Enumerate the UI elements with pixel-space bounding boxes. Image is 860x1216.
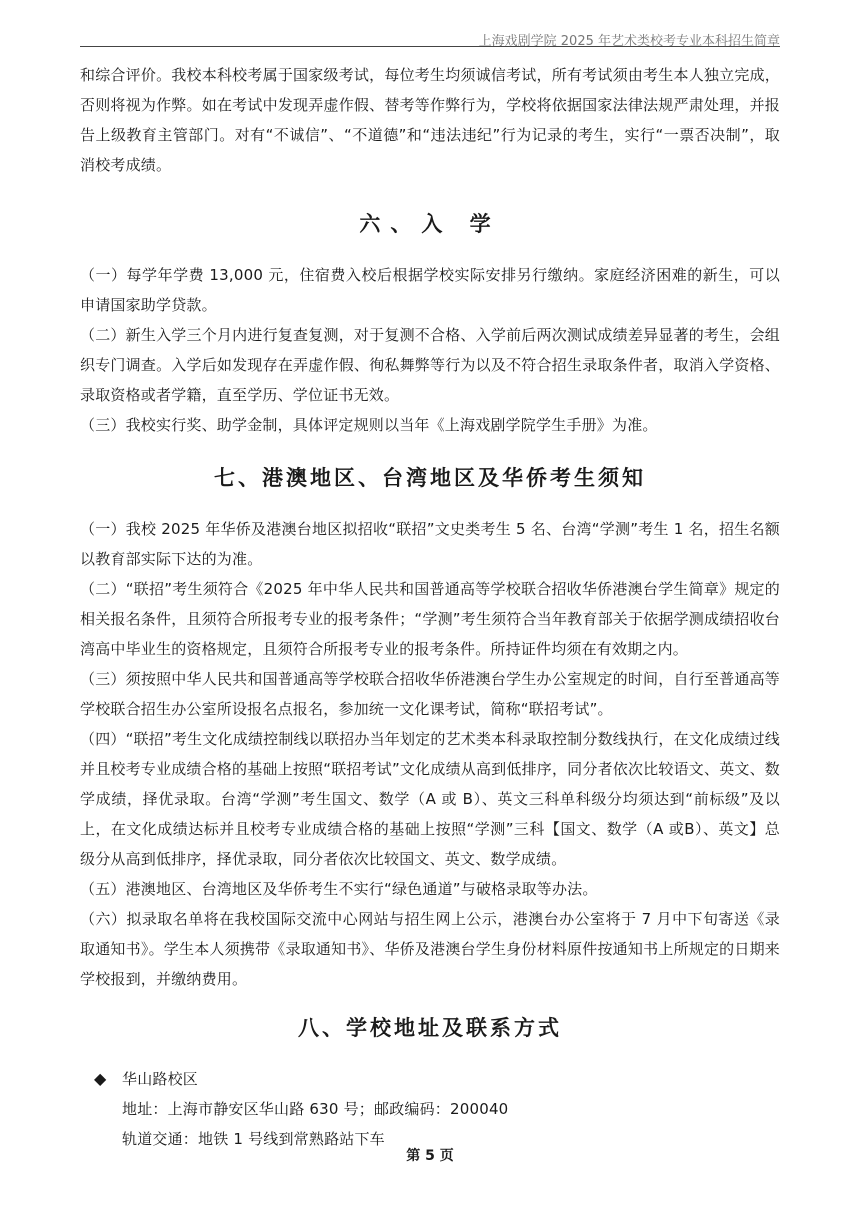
hmt-item-2: （二）“联招”考生须符合《2025 年中华人民共和国普通高等学校联合招收华侨港澳台学生简章》规定的相关报名条件，且须符合所报考专业的报考条件；“学测”考生须符合当年教育部关于依据学测成绩招收台湾高中毕业生的资格规定，且须符合所报考专业的报考条件。所持证件均须在有效期之内。 — [80, 580, 780, 658]
section-title-contact: 八、学校地址及联系方式 — [298, 1015, 562, 1040]
enrollment-item-1: （一）每学年学费 13,000 元，住宿费入校后根据学校实际安排另行缴纳。家庭经济困难的新生，可以申请国家助学贷款。 — [80, 266, 780, 314]
campus-transit: 轨道交通：地铁 1 号线到常熟路站下车 — [122, 1130, 385, 1148]
campus-block — [80, 1064, 780, 1154]
diamond-bullet-icon: ◆ — [94, 1069, 107, 1088]
hmt-item-1: （一）我校 2025 年华侨及港澳台地区拟招收“联招”文史类考生 5 名、台湾“学测”考生 1 名，招生名额以教育部实际下达的为准。 — [80, 520, 780, 568]
section-title-hmt-applicants: 七、港澳地区、台湾地区及华侨考生须知 — [214, 465, 646, 490]
hmt-item-5: （五）港澳地区、台湾地区及华侨考生不实行“绿色通道”与破格录取等办法。 — [80, 880, 598, 898]
enrollment-item-2: （二）新生入学三个月内进行复查复测，对于复测不合格、入学前后两次测试成绩差异显著的考生，会组织专门调查。入学后如发现存在弄虚作假、徇私舞弊等行为以及不符合招生录取条件者，取消入学资格、录取资格或者学籍，直至学历、学位证书无效。 — [80, 326, 780, 404]
hmt-item-3: （三）须按照中华人民共和国普通高等学校联合招收华侨港澳台学生办公室规定的时间，自行至普通高等学校联合招生办公室所设报名点报名，参加统一文化课考试，简称“联招考试”。 — [80, 670, 780, 718]
page-header — [80, 0, 780, 47]
page-number: 第 5 页 — [406, 1148, 454, 1164]
intro-paragraph: 和综合评价。我校本科校考属于国家级考试，每位考生均须诚信考试，所有考试须由考生本人独立完成，否则将视为作弊。如在考试中发现弄虚作假、替考等作弊行为，学校将依据国家法律法规严肃处理，并报告上级教育主管部门。对有“不诚信”、“不道德”和“违法违纪”行为记录的考生，实行“一票否决制”，取消校考成绩。 — [80, 66, 780, 174]
campus-name: 华山路校区 — [122, 1070, 199, 1088]
campus-address: 地址：上海市静安区华山路 630 号；邮政编码：200040 — [122, 1100, 509, 1118]
hmt-item-6: （六）拟录取名单将在我校国际交流中心网站与招生网上公示，港澳台办公室将于 7 月中下旬寄送《录取通知书》。学生本人须携带《录取通知书》、华侨及港澳台学生身份材料原件按通知书上所规定的日期来学校报到，并缴纳费用。 — [80, 910, 780, 988]
header-text: 上海戏剧学院 2025 年艺术类校考专业本科招生简章 — [478, 34, 780, 49]
enrollment-item-3: （三）我校实行奖、助学金制，具体评定规则以当年《上海戏剧学院学生手册》为准。 — [80, 416, 658, 434]
section-title-enrollment: 六、入 学 — [359, 211, 501, 236]
page-content — [80, 60, 780, 1154]
hmt-item-4: （四）“联招”考生文化成绩控制线以联招办当年划定的艺术类本科录取控制分数线执行，在文化成绩过线并且校考专业成绩合格的基础上按照“联招考试”文化成绩从高到低排序，同分者依次比较语文、英文、数学成绩，择优录取。台湾“学测”考生国文、数学（A 或 B）、英文三科单科级分均须达到“前标级”及以上，在文化成绩达标并且校考专业成绩合格的基础上按照“学测”三科【国文、数学（A 或B）、英文】总级分从高到低排序，择优录取，同分者依次比较国文、英文、数学成绩。 — [80, 730, 780, 868]
